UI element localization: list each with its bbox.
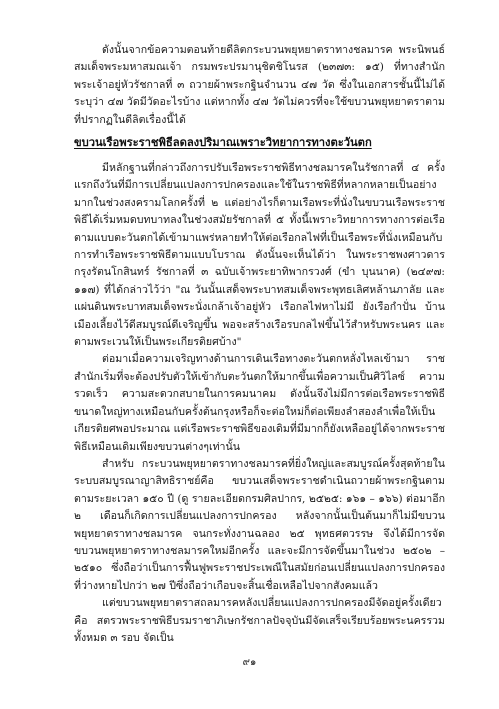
page-number: ๙๑ [242,657,257,668]
paragraph-4: แต่ขบวนพยุหยาตราสถลมารคหลังเปลี่ยนแปลงการปกครองมีจัดอยู่ครั้งเดียวคือ สตรวพระราชพิธีบรมราชาภิเษกรัชกาลปัจจุบันมีจัดเสร็จเรียบร้อยพระนครรวมทั้งหมด ๓ รอบ จัดเป็น [74,597,445,644]
section-body [74,160,445,647]
intro-paragraph: ดังนั้นจากข้อความตอนท้ายดีลิตกระบวนพยุหยาตราทางชลมารค พระนิพนธ์สมเด็จพระมหาสมณเจ้า กรมพระปรมานุชิตชิโนรส (๒๓๗๓: ๑๕) ที่ทางสำนักพระเจ้าอยู่หัวรัชกาลที่ ๓ ถวายผ้าพระกฐินจำนวน ๔๗ วัด ซึ่งในเอกสารชั้นนี้ไม่ได้ระบุว่า ๔๗ วัดมีวัดอะไรบ้าง แต่หากทั้ง ๔๗ วัดไม่ควรที่จะใช้ขบวนพยุหยาตราตามที่ปรากฏในดีลิตเรื่องนี้ได้ [74,44,445,126]
paragraph-2: ต่อมาเมื่อความเจริญทางด้านการเดินเรือทางตะวันตกหลั่งไหลเข้ามา ราชสำนักเริ่มที่จะต้องปรับตัวให้เข้ากับตะวันตกให้มากขึ้นเพื่อความเป็นศิวิไลซ์ ความรวดเร็ว ความสะดวกสบายในการคมนาคม ดังนั้นจึงไม่มีการต่อเรือพระราชพิธีขนาดใหญ่ทางเหมือนกับครั้งต้นกรุงหรือก็จะต่อใหม่ก็ต่อเพียงลำสองลำเพื่อให้เป็นเกียรติยศพอประมาณ แต่เรือพระราชพิธีของเดิมที่มีมากก็ยังเหลืออยู่ได้จากพระราชพิธีเหมือนเดิมเพียงขบวนต่างๆเท่านั้น [74,353,445,453]
paragraph-1: มีหลักฐานที่กล่าวถึงการปรับเรือพระราชพิธีทางชลมารคในรัชกาลที่ ๔ ครั้งแรกถึงวันที่มีการเปลี่ยนแปลงการปกครองและใช้ในราชพิธีที่หลากหลายเป็นอย่างมากในช่วงสงครามโลกครั้งที่ ๒ แต่อย่างไรก็ตามเรือพระที่นั่งในขบวนเรือพระราชพิธีได้เริ่มหมดบทบาทลงในช่วงสมัยรัชกาลที่ ๕ ทั้งนี้เพราะวิทยาการทางการต่อเรือตามแบบตะวันตกได้เข้ามาแพร่หลายทำให้ต่อเรือกลไฟที่เป็นเรือพระที่นั่งเหมือนกับการทำเรือพระราชพิธีตามแบบโบราณ ดังนั้นจะเห็นได้ว่า ในพระราชพงศาวดารกรุงรัตนโกสินทร์ รัชกาลที่ ๓ ฉบับเจ้าพระยาทิพากรวงศ์ (ขำ บุนนาค) (๒๔๙๗: ๑๑๗) ที่ได้กล่าวไว้ว่า "ณ วันนั้นเสด็จพระบาทสมเด็จพระพุทธเลิศหล้านภาลัย และแผ่นดินพระบาทสมเด็จพระนั่งเกล้าเจ้าอยู่หัว เรือกลไฟหาไม่มี ยังเรือกำปั่น บ้านเมืองเลี้ยงไว้ดีสมบูรณ์ดีเจริญขึ้น พอจะสร้างเรือรบกลไฟขึ้นไว้สำหรับพระนคร และตามพระเวนให้เป็นพระเกียรติยศบ้าง" [74,162,445,349]
section-heading: ขบวนเรือพระราชพิธีลดลงปริมาณเพราะวิทยาการทางตะวันตก [74,135,372,149]
intro-paragraph-block [74,42,445,129]
paragraph-3: สำหรับ กระบวนพยุหยาตราทางชลมารคที่ยิ่งใหญ่และสมบูรณ์ครั้งสุดท้ายในระบบสมบูรณาญาสิทธิราชย์คือ ขบวนเสด็จพระราชดำเนินถวายผ้าพระกฐินตามตามระยะเวลา ๑๕๐ ปี (ดู รายละเอียดกรมศิลปากร, ๒๕๒๕: ๑๖๑ – ๑๖๖) ต่อมาอีก ๒ เดือนก็เกิดการเปลี่ยนแปลงการปกครอง หลังจากนั้นเป็นต้นมาก็ไม่มีขบวนพยุหยาตราทางชลมารค จนกระทั่งงานฉลอง ๒๕ พุทธศตวรรษ จึงได้มีการจัดขบวนพยุหยาตราทางชลมารคใหม่อีกครั้ง และจะมีการจัดขึ้นมาในช่วง ๒๕๐๒ – ๒๕๑๐ ซึ่งถือว่าเป็นการฟื้นฟูพระราชประเพณีในสมัยก่อนเปลี่ยนแปลงการปกครองที่ว่างหายไปกว่า ๒๗ ปีซึ่งถือว่าเกือบจะสิ้นเชื่อเหลือไปจากสังคมแล้ว [74,457,445,592]
